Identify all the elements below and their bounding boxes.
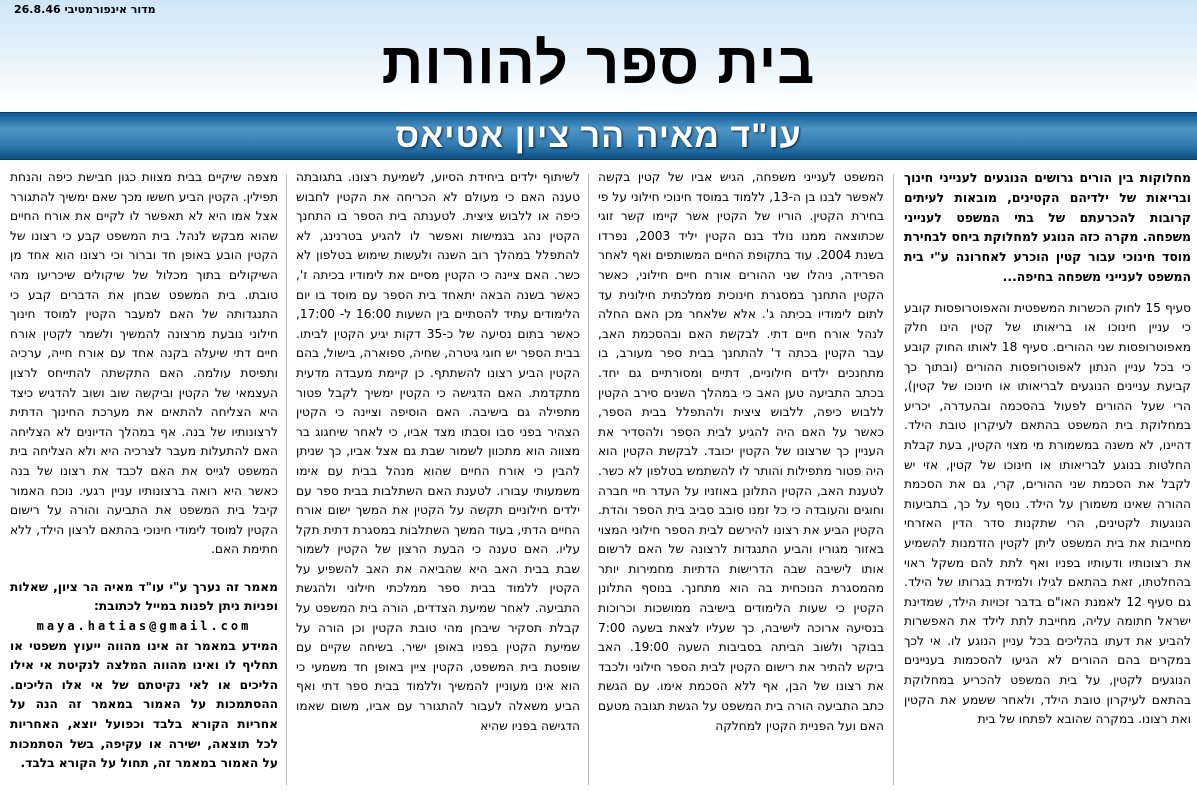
article-column-3 — [296, 168, 580, 791]
column-divider — [286, 174, 287, 785]
author-banner — [0, 112, 1197, 160]
article-column-4-text: מצפה שיקיים בבית מצוות כגון חבישת כיפה והנחת תפילין. הקטין הביע חששו מכך שאם ימשיך להתגורר אצל אמו היא לא תאפשר לו לקיים את אורח החיים שהוא מבקש לנהל. בית המשפט קבע כי רצונו של הקטין הובע באופן חד וברור וכי רצונו הוא אחד מן השיקולים בתוך מכלול של שיקולים שיכריעו מהי טובתו. בית המשפט שבחן את הדברים קבע כי התנגדותה של האם למעבר הקטין למוסד חינוך חילוני נובעת מרצונה להמשיך ולשמר לקטין אורח חיים דתי שיעלה בקנה אחד עם אורח חייה, ערכיה ותפיסת עולמה. האם התקשתה להתייחס לרצון העצמאי של הקטין וביקשה שוב ושוב להדגיש כיצד היא הצליחה להתאים את מערכת החינוך הדתית לרצונותיו של בנה. אף במהלך הדיונים לא הצליחה האם להתעלות מעבר לצרכיה היא ולא הצליחה בית המשפט לגייס את האם לכבד את רצונו של בנה כאשר היא רואה ברצונותיו עניין רגעי. נוכח האמור קיבל בית המשפט את התביעה והורה על רישום הקטין למוסד לימודי חינוכי בהתאם לרצון הילד, ללא חתימת האם. — [10, 170, 278, 557]
contact-email[interactable]: maya.hatias@gmail.com — [36, 619, 252, 634]
article-column-4 — [10, 168, 278, 791]
article-column-3-text: לשיתוף ילדים ביחידת הסיוע, לשמיעת רצונו. בתגובתה טענה האם כי מעולם לא הכריחה את הקטין לחבוש כיפה או ללבוש ציצית. לטענתה בית הספר בו התחנך הקטין נהג בגמישות ואפשר לו להגיע בטרנינג, לא להתפלל במהלך רוב השנה ולעשות שימוש בטלפון לא כשר. האם ציינה כי הקטין מסיים את לימודיו בכיתה ז', כאשר בשנה הבאה יתאחד בית הספר עם מוסד בו יום הלימודים עתיד להסתיים בין השעות 16:00 ל- 17:00, כאשר בתום נסיעה של כ-35 דקות יגיע הקטין לביתו. בבית הספר יש חוגי גיטרה, שחיה, ספוארה, בישול, בהם הקטין הביע רצונו להשתתף. כן קיימת מעבדה מדעית מתקדמת. האם הדגישה כי הקטין ימשיך לקבל פטור מתפילה גם בישיבה. האם הוסיפה וציינה כי הקטין הצהיר בפני סבו וסבתו מצד אביו, כי לאחר שיחגוג בר מצווה הוא מתכוון לשמור שבת גם אצל אביו, כך שניתן להבין כי אורח החיים שהוא מנהל בבית עם אימו משמעותי עבורו. לטענת האם השתלבות בבית ספר עם ילדים חילוניים תקשה על הקטין את המשך ישום אורח החיים הדתי, בעוד המשך השתלבות במסגרת דתית תקל עליו. האם טענה כי הבעת הרצון של הקטין לשמור שבת בבית האב היא שהביאה את האב להשפיע על הקטין ללמוד בבית ספר ממלכתי חילוני ולהגשת התביעה. לאחר שמיעת הצדדים, הורה בית המשפט על קבלת תסקיר שיבחן מהי טובת הקטין וכן הורה על שמיעת הקטין בפניו באופן ישיר. בשיחה שקיים עם שופטת בית המשפט, הקטין ציין באופן חד משמעי כי הוא אינו מעוניין להמשיך וללמוד בבית ספר דתי ואף הביע משאלה לעבור להתגורר עם אביו, משום שאמו הדגישה בפניו שהיא — [296, 170, 580, 733]
column-divider — [893, 174, 894, 785]
author-credit: מאמר זה נערך ע"י עו"ד מאיה הר ציון, שאלות ופניות ניתן לפנות במייל לכתובת: — [10, 579, 278, 614]
article-lead: מחלוקות בין הורים גרושים הנוגעים לענייני חינוך ובריאות של ילדיהם הקטינים, מובאות לעיתים קרובות להכרעתם של בתי המשפט לענייני משפחה. מקרה כזה הנוגע למחלוקת ביחס לבחירת מוסד חינוכי עבור קטין הוכרע לאחרונה ע"י בית המשפט לענייני משפחה בחיפה... — [904, 170, 1191, 284]
column-divider — [588, 174, 589, 785]
article-column-1 — [904, 168, 1191, 791]
top-strip — [0, 0, 1197, 22]
issue-label: מדור אינפורמטיבי 26.8.46 — [14, 3, 156, 16]
article-column-1-text: סעיף 15 לחוק הכשרות המשפטית והאפוטרופסות קובע כי עניין חינוכו או בריאותו של קטין הינו חלק מאפוטרופסות שני ההורים. סעיף 18 לאותו החוק קובע כי בכל עניין הנתון לאפוטרופסות ההורים (ובתוך כך קביעת עניינים הנוגעים לבריאותו או חינוכו של קטין), הרי שעל ההורים לפעול בהסכמה ובהעדרה, יכריע במחלוקת בית המשפט בהתאם לעיקרון טובת הילד. דהיינו, לא משנה במשמורת מי מצוי הקטין, בעת קבלת החלטות בנוגע לבריאותו או חינוכו של קטין, אזי יש לקבל את הסכמת שני ההורים, קרי, גם את הסכמת ההורה שאינו משמורן על הילד. נוסף על כך, בתביעות הנוגעות לקטינים, הרי שתקנות סדר הדין האזרחי מחייבות את בית המשפט ליתן לקטין הזדמנות להשמיע את רצונותיו ודעותיו בפניו ואף לתת להם משקל ראוי בהחלטתו, זאת בהתאם לגילו ולמידת בגרותו של הילד. גם סעיף 12 לאמנת האו"ם בדבר זכויות הילד, שמדינת ישראל חתומה עליה, מחייבת לתת לילד את האפשרות להביע את דעתו בהליכים בכל עניין הנוגע לו. אי לכך במקרים בהם ההורים לא הגיעו להסכמות בעניינים הנוגעים לקטין, על בית המשפט להכריע במחלוקת בהתאם לעיקרון טובת הילד, ולאחר ששמע את הקטין ואת רצונו. במקרה שהובא לפתחו של בית — [904, 300, 1191, 727]
author-name: עו"ד מאיה הר ציון אטיאס — [395, 117, 802, 155]
page-title: בית ספר להורות — [381, 31, 816, 96]
legal-disclaimer: המידע במאמר זה אינו מהווה ייעוץ משפטי או תחליף לו ואינו מהווה המלצה לנקיטת אי אילו הליכים או לאי נקיטתם של אי אלו הליכים. ההסתמכות על האמור במאמר זה הנה על אחריות הקורא בלבד וכפועל יוצא, האחריות לכל תוצאה, ישירה או עקיפה, בשל הסתמכות על האמור במאמר זה, תחול על הקורא בלבד. — [10, 638, 278, 771]
article-column-2-text: המשפט לענייני משפחה, הגיש אביו של קטין בקשה לאפשר לבנו בן ה-13, ללמוד במוסד חינוכי חילוני על פי בחירת הקטין. הוריו של הקטין אשר קיימו קשר זוגי שכתוצאה ממנו נולד בנם הקטין יליד 2003, נפרדו בשנת 2004. עוד בתקופת החיים המשותפים ואף לאחר הפרידה, ניהלו שני ההורים אורח חיים חילוני, כאשר הקטין התחנך במסגרת חינוכית ממלכתית חילונית עד לתום לימודיו בכיתה ג'. אלא שלאחר מכן האם החלה לנהל אורח חיים דתי. לבקשת האם ובהסכמת האב, עבר הקטין בכתה ד' להתחנך בבית ספר מעורב, בו מתחנכים ילדים חילוניים, דתיים ומסורתיים גם יחד. בכתב התביעה טען האב כי במהלך השנים סירב הקטין ללבוש כיפה, ללבוש ציצית ולהתפלל בבית הספר, כאשר על האם היה להגיע לבית הספר ולהסדיר את העניין כך שרצונו של הקטין יכובד. לבקשת הקטין הוא היה פטור מתפילות והותר לו להשתמש בטלפון לא כשר. לטענת האב, הקטין התלונן באוזניו על העדר חיי חברה וחוגים והעובדה כי כל זמנו סובב סביב בית הספר והדת. הקטין הביע את רצונו להירשם לבית הספר חילוני המצוי באזור מגוריו והביע התנגדות לרצונה של האם לרשום אותו לישיבה שבה הדרישות הדתיות מחמירות יותר מהמסגרת הנוכחית בה הוא מתחנך. בנוסף התלונן הקטין כי שעות הלימודים בישיבה ממושכות וכרוכות בנסיעה ארוכה לישיבה, כך שעליו לצאת בשעה 7:00 בבוקר ולשוב הביתה בסביבות השעה 19:00. האב ביקש להתיר את רישום הקטין לבית הספר חילוני ולכבד את רצונו של הבן, אף ללא הסכמת אימו. עם הגשת כתב התביעה הורה בית המשפט על הגשת תגובה מטעם האם ועל הפניית הקטין למחלקה — [598, 170, 884, 733]
article-column-2 — [598, 168, 884, 791]
article-columns — [10, 168, 1191, 791]
